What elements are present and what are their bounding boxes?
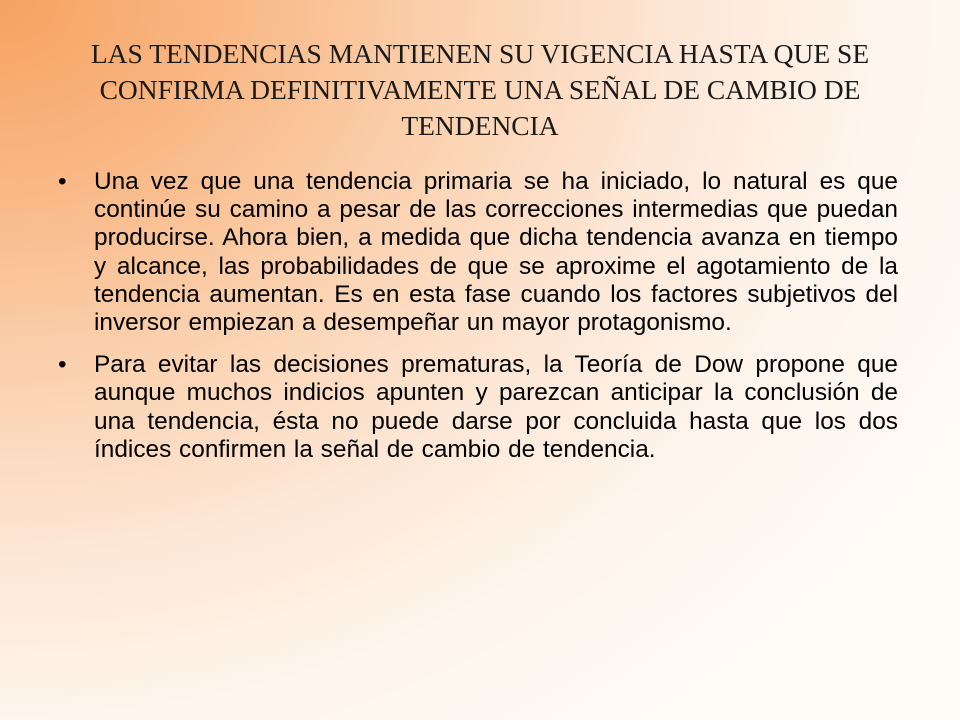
bullet-item xyxy=(58,168,898,337)
bullet-icon: • xyxy=(58,351,67,379)
bullet-list xyxy=(58,168,898,464)
bullet-text: Una vez que una tendencia primaria se ha iniciado, lo natural es que continúe su camino a pesar de las correcciones intermedias que puedan producirse. Ahora bien, a medida que dicha tendencia avanza en tiempo y alcance, las probabilidades de que se aproxime el agotamiento de la tendencia aumentan. Es en esta fase cuando los factores subjetivos del inversor empiezan a desempeñar un mayor protagonismo. xyxy=(94,168,898,337)
bullet-icon: • xyxy=(58,168,67,195)
slide-title: LAS TENDENCIAS MANTIENEN SU VIGENCIA HASTA QUE SE CONFIRMA DEFINITIVAMENTE UNA SEÑAL DE CAMBIO DE TENDENCIA xyxy=(90,38,870,141)
bullet-text: Para evitar las decisiones prematuras, la Teoría de Dow propone que aunque muchos indicios apunten y parezcan anticipar la conclusión de una tendencia, ésta no puede darse por concluida hasta que los dos índices confirmen la señal de cambio de tendencia. xyxy=(94,351,898,463)
bullet-item xyxy=(58,351,898,464)
